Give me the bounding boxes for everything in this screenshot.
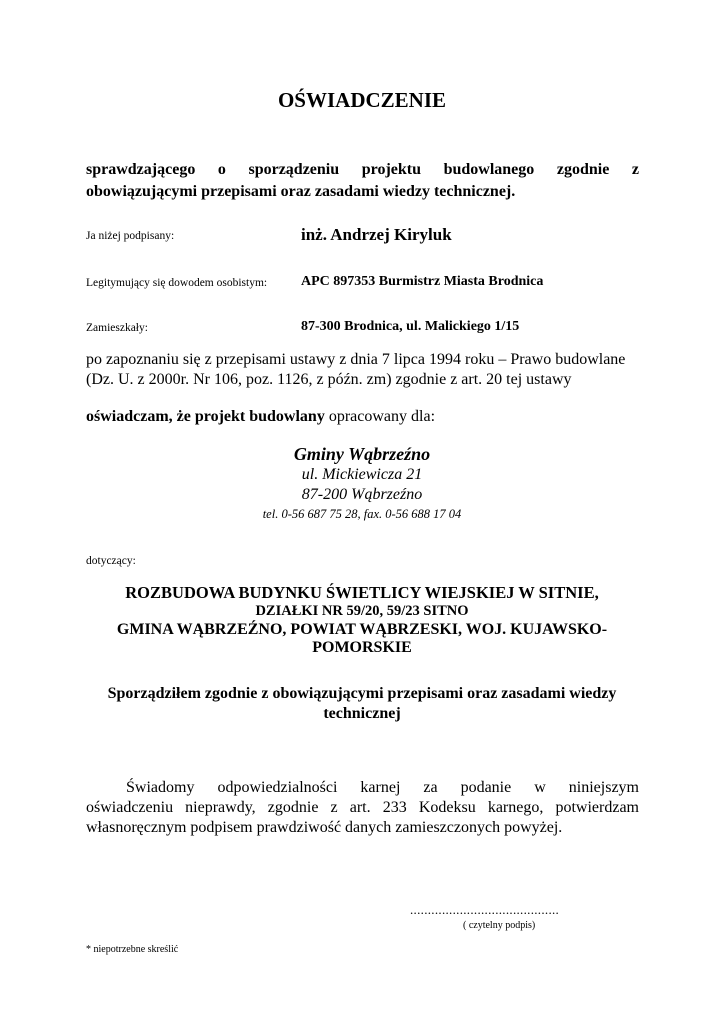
law-reference-text <box>86 350 646 390</box>
client-name: Gminy Wąbrzeźno <box>293 444 431 464</box>
liability-line-2: oświadczeniu nieprawdy, zgodnie z art. 233 Kodeksu karnego, potwierdzam <box>86 799 639 816</box>
compliance-line-2: technicznej <box>323 705 401 722</box>
signature-line: .......................................... <box>410 902 560 917</box>
declaration-rest: opracowany dla: <box>324 408 436 425</box>
law-line-2: (Dz. U. z 2000r. Nr 106, poz. 1126, z późn. zm) zgodnie z art. 20 tej ustawy <box>86 371 572 388</box>
law-line-1: po zapoznaniu się z przepisami ustawy z dnia 7 lipca 1994 roku – Prawo budowlane <box>86 351 626 368</box>
liability-line-3: własnoręcznym podpisem prawdziwość danych zamieszczonych powyżej. <box>86 819 563 836</box>
liability-statement <box>86 778 639 838</box>
address-label: Zamieszkały: <box>86 322 148 334</box>
subtitle-line-2: obowiązującymi przepisami oraz zasadami wiedzy technicznej. <box>86 183 516 200</box>
client-contact: tel. 0-56 687 75 28, fax. 0-56 688 17 04 <box>262 507 462 521</box>
compliance-statement <box>0 684 724 724</box>
document-title: OŚWIADCZENIE <box>277 88 447 112</box>
project-line-1: ROZBUDOWA BUDYNKU ŚWIETLICY WIEJSKIEJ W SITNIE, <box>125 583 599 602</box>
footnote: * niepotrzebne skreślić <box>86 944 179 955</box>
liability-line-1: Świadomy odpowiedzialności karnej za podanie w niniejszym <box>126 779 639 796</box>
address-value: 87-300 Brodnica, ul. Malickiego 1/15 <box>301 319 520 334</box>
document-subtitle <box>86 159 639 203</box>
signature-caption: ( czytelny podpis) <box>463 920 536 931</box>
compliance-line-1: Sporządziłem zgodnie z obowiązującymi przepisami oraz zasadami wiedzy <box>107 685 617 702</box>
concerning-label: dotyczący: <box>86 555 136 567</box>
declaration-bold: oświadczam, że projekt budowlany <box>86 408 325 425</box>
signer-value: inż. Andrzej Kiryluk <box>301 225 452 244</box>
subtitle-line-1: sprawdzającego o sporządzeniu projektu budowlanego zgodnie z <box>86 161 639 178</box>
project-line-4: POMORSKIE <box>312 639 412 656</box>
declaration-line <box>86 408 435 426</box>
project-line-2: DZIAŁKI NR 59/20, 59/23 SITNO <box>255 603 469 619</box>
signer-label: Ja niżej podpisany: <box>86 230 175 242</box>
project-line-3: GMINA WĄBRZEŹNO, POWIAT WĄBRZESKI, WOJ. KUJAWSKO- <box>116 621 608 638</box>
id-label: Legitymujący się dowodem osobistym: <box>86 277 268 289</box>
client-city: 87-200 Wąbrzeźno <box>301 486 423 503</box>
client-street: ul. Mickiewicza 21 <box>301 466 423 483</box>
id-value: APC 897353 Burmistrz Miasta Brodnica <box>301 274 544 289</box>
